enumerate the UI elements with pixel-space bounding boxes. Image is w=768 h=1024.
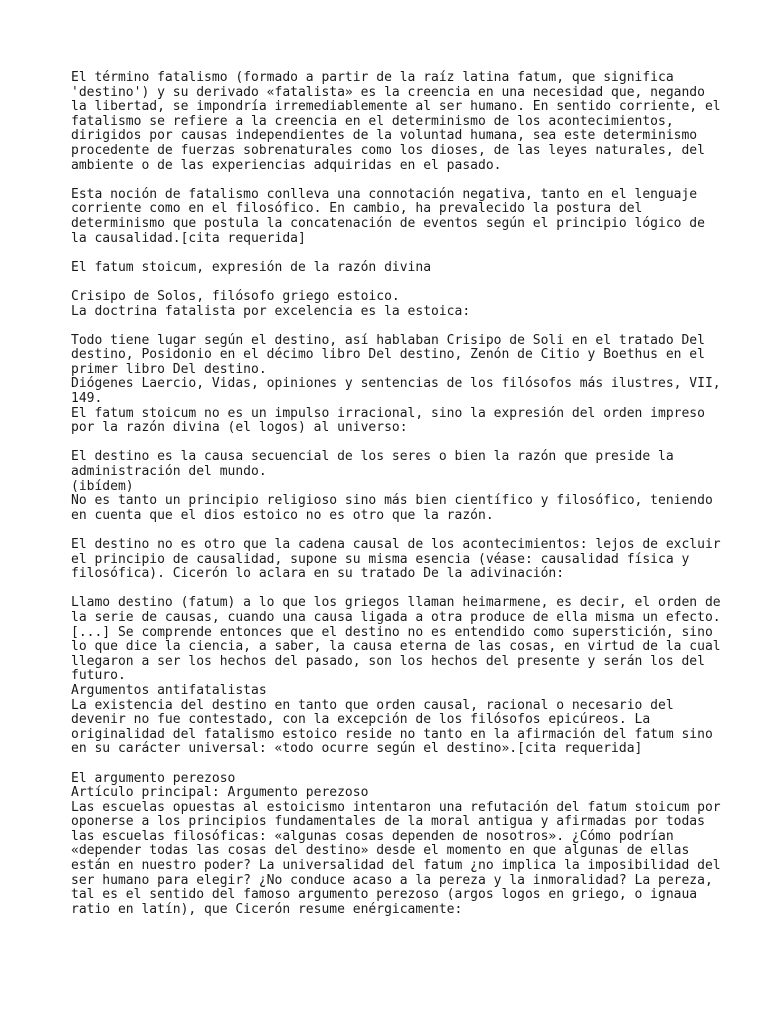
text-line: (ibídem) — [71, 478, 134, 494]
text-line: la serie de causas, cuando una causa ligada a otra produce de ella misma un efecto. — [71, 609, 721, 625]
text-line: El fatum stoicum, expresión de la razón divina — [71, 259, 432, 275]
paragraph — [71, 290, 711, 319]
text-line: Argumentos antifatalistas — [71, 682, 267, 698]
text-line: dirigidos por causas independientes de la voluntad humana, sea este determinismo — [71, 128, 698, 144]
text-line: en su carácter universal: «todo ocurre según el destino».[cita requerida] — [71, 741, 643, 757]
text-line: ser humano para elegir? ¿No conduce acaso a la pereza y la inmoralidad? La pereza, — [71, 872, 713, 888]
text-line: Artículo principal: Argumento perezoso — [71, 785, 369, 801]
text-line: El fatum stoicum no es un impulso irracional, sino la expresión del orden impreso — [71, 405, 705, 421]
text-line: El destino no es otro que la cadena causal de los acontecimientos: lejos de excluir — [71, 537, 721, 552]
text-line: [...] Se comprende entonces que el destino no es entendido como superstición, sino — [71, 624, 713, 640]
text-line: corriente como en el filosófico. En cambio, ha prevalecido la postura del — [71, 201, 643, 217]
paragraph — [71, 261, 711, 276]
text-line: 'destino') y su derivado «fatalista» es la creencia en una necesidad que, negando — [71, 84, 705, 100]
document-page — [71, 70, 721, 932]
text-line: futuro. — [71, 668, 126, 684]
text-line: Crisipo de Solos, filósofo griego estoico. — [71, 288, 400, 304]
text-line: Llamo destino (fatum) a lo que los griegos llaman heimarmene, es decir, el orden de — [71, 595, 721, 611]
text-line: procedente de fuerzas sobrenaturales como los dioses, de las leyes naturales, del — [71, 142, 705, 158]
text-line: El argumento perezoso — [71, 770, 236, 786]
text-line: tal es el sentido del famoso argumento perezoso (argos logos en griego, o ignaua — [71, 887, 698, 903]
text-line: filosófica). Cicerón lo aclara en su tratado De la adivinación: — [71, 566, 565, 582]
paragraph — [71, 770, 721, 918]
paragraph — [71, 537, 721, 582]
text-line: ambiente o de las experiencias adquiridas en el pasado. — [71, 157, 502, 173]
paragraph — [71, 188, 711, 246]
text-line: El término fatalismo (formado a partir de la raíz latina fatum, que significa — [71, 70, 674, 85]
text-line: oponerse a los principios fundamentales de la moral antigua y afirmadas por todas — [71, 814, 705, 830]
paragraph — [71, 70, 721, 173]
text-line: las escuelas filosóficas: «algunas cosas dependen de nosotros». ¿Cómo podrían — [71, 828, 674, 844]
text-line: originalidad del fatalismo estoico reside no tanto en la afirmación del fatum sino — [71, 726, 713, 742]
text-line: el principio de causalidad, supone su misma esencia (véase: causalidad física y — [71, 551, 690, 567]
text-line: La existencia del destino en tanto que orden causal, racional o necesario del — [71, 697, 674, 713]
text-line: en cuenta que el dios estoico no es otro que la razón. — [71, 507, 494, 523]
text-line: 149. — [71, 391, 103, 407]
paragraph — [71, 450, 711, 523]
text-line: Esta noción de fatalismo conlleva una connotación negativa, tanto en el lenguaje — [71, 186, 698, 202]
text-line: El destino es la causa secuencial de los seres o bien la razón que preside la — [71, 449, 674, 465]
text-line: Todo tiene lugar según el destino, así hablaban Crisipo de Soli en el tratado Del — [71, 332, 705, 348]
text-line: «depender todas las cosas del destino» desde el momento en que algunas de ellas — [71, 843, 690, 859]
text-line: La doctrina fatalista por excelencia es la estoica: — [71, 303, 471, 319]
text-line: la causalidad.[cita requerida] — [71, 230, 306, 246]
text-line: devenir no fue contestado, con la excepción de los filósofos epicúreos. La — [71, 712, 651, 728]
text-line: ratio en latín), que Cicerón resume enérgicamente: — [71, 901, 463, 917]
text-line: determinismo que postula la concatenación de eventos según el principio lógico de — [71, 215, 705, 231]
text-line: administración del mundo. — [71, 464, 267, 480]
text-line: No es tanto un principio religioso sino más bien científico y filosófico, teniendo — [71, 493, 713, 509]
paragraph — [71, 332, 721, 436]
text-line: primer libro Del destino. — [71, 361, 267, 377]
text-line: destino, Posidonio en el décimo libro Del destino, Zenón de Citio y Boethus en el — [71, 347, 705, 363]
text-line: fatalismo se refiere a la creencia en el determinismo de los acontecimientos, — [71, 113, 674, 129]
text-line: Diógenes Laercio, Vidas, opiniones y sentencias de los filósofos más ilustres, VII, — [71, 376, 721, 392]
paragraph — [71, 595, 721, 757]
text-line: lo que dice la ciencia, a saber, la causa eterna de las cosas, en virtud de la cual — [71, 639, 721, 655]
text-line: Las escuelas opuestas al estoicismo intentaron una refutación del fatum stoicum por — [71, 799, 721, 815]
text-line: llegaron a ser los hechos del pasado, son los hechos del presente y serán los del — [71, 653, 705, 669]
text-line: por la razón divina (el logos) al universo: — [71, 420, 408, 436]
text-line: están en nuestro poder? La universalidad del fatum ¿no implica la imposibilidad del — [71, 858, 721, 874]
text-line: la libertad, se impondría irremediablemente al ser humano. En sentido corriente, el — [71, 99, 721, 115]
